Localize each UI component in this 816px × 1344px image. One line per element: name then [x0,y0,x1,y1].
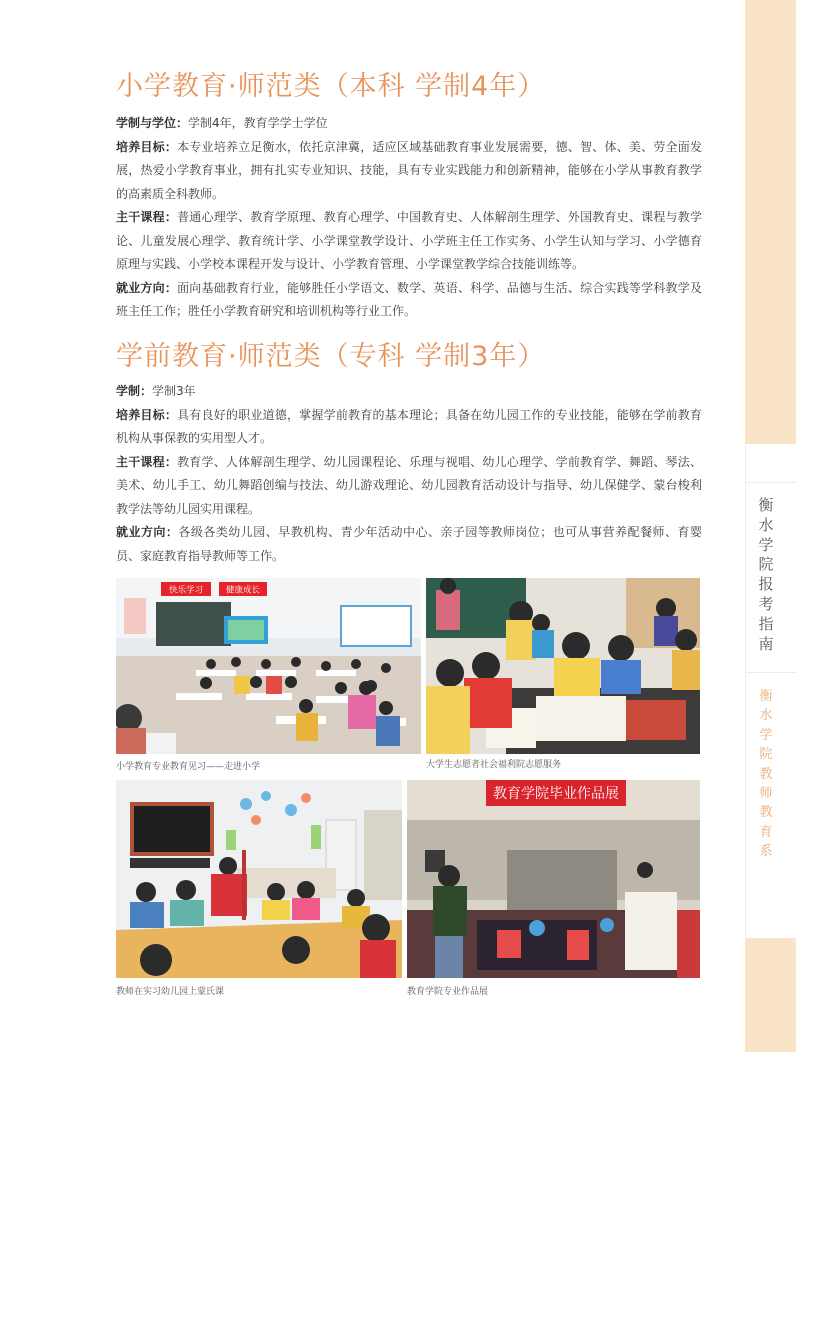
caption-volunteers: 大学生志愿者社会福利院志愿服务 [426,760,562,770]
paragraph-duration [116,380,702,404]
sidebar-department-name: 衡水学院教师教育系 [759,689,773,860]
sidebar-top-band [745,0,796,444]
text-objective: 具有良好的职业道德，掌握学前教育的基本理论；具备在幼儿园工作的专业技能，能够在学前教育机构从事保教的实用型人才。 [116,407,702,445]
photo-classroom [116,578,421,754]
paragraph-degree [116,112,702,136]
photo-volunteers-illustration [426,578,700,754]
label-duration: 学制： [116,384,153,398]
photo-kindergarten [116,780,402,978]
section-preschool-education [116,380,702,568]
section-title-preschool-education: 学前教育·师范类（专科 学制3年） [116,341,546,372]
text-employment: 各级各类幼儿园、早教机构、青少年活动中心、亲子园等教师岗位；也可从事营养配餐师、育婴员、家庭教育指导教师等工作。 [116,525,702,563]
paragraph-courses [116,206,702,277]
caption-kindergarten: 教师在实习幼儿园上蒙氏课 [116,987,225,997]
photo-classroom-illustration [116,578,421,754]
caption-classroom: 小学教育专业教育见习——走进小学 [116,762,261,772]
paragraph-courses [116,451,702,522]
photo-volunteers [426,578,700,754]
label-objective: 培养目标： [116,407,178,422]
label-degree: 学制与学位： [116,116,189,130]
banner-text-2: 健康成长 [225,585,261,596]
sidebar-divider-top [745,482,796,483]
paragraph-employment [116,277,702,324]
photo-exhibition-illustration [407,780,700,978]
caption-exhibition: 教育学院专业作品展 [407,987,489,997]
text-employment: 面向基础教育行业，能够胜任小学语文、数学、英语、科学、品德与生活、综合实践等学科教学及班主任工作；胜任小学教育研究和培训机构等行业工作。 [116,280,702,318]
label-employment: 就业方向： [116,525,179,539]
sidebar-bottom-band [745,938,796,1052]
text-courses: 普通心理学、教育学原理、教育心理学、中国教育史、人体解剖生理学、外国教育史、课程与教学论、儿童发展心理学、教育统计学、小学课堂教学设计、小学班主任工作实务、小学生认知与学习、小学德育原理与实践、小学校本课程开发与设计、小学教育管理、小学课堂教学综合技能训练等。 [116,210,702,271]
label-courses: 主干课程： [116,454,178,469]
label-objective: 培养目标： [116,139,178,154]
section-primary-education [116,112,702,324]
paragraph-objective [116,136,702,207]
sidebar-divider-middle [745,672,796,673]
photo-exhibition [407,780,700,978]
text-courses: 教育学、人体解剖生理学、幼儿园课程论、乐理与视唱、幼儿心理学、学前教育学、舞蹈、琴法、美术、幼儿手工、幼儿舞蹈创编与技法、幼儿游戏理论、幼儿园教育活动设计与指导、幼儿保健学、蒙台梭利教学法等幼儿园实用课程。 [116,454,702,516]
text-duration: 学制3年 [152,384,196,398]
paragraph-objective [116,404,702,451]
exhibition-banner-text: 教育学院毕业作品展 [493,786,619,802]
section-title-primary-education: 小学教育·师范类（本科 学制4年） [116,71,546,102]
label-employment: 就业方向： [116,280,178,295]
sidebar-guide-title: 衡水学院报考指南 [758,496,774,653]
photo-kindergarten-illustration [116,780,402,978]
text-objective: 本专业培养立足衡水，依托京津冀，适应区域基础教育事业发展需要，德、智、体、美、劳全面发展，热爱小学教育事业，拥有扎实专业知识、技能，具有专业实践能力和创新精神，能够在小学从事教育教学的高素质全科教师。 [116,139,702,201]
label-courses: 主干课程： [116,210,178,224]
paragraph-employment [116,521,702,568]
banner-text-1: 快乐学习 [168,585,204,596]
text-degree: 学制4年，教育学学士学位 [188,116,328,130]
